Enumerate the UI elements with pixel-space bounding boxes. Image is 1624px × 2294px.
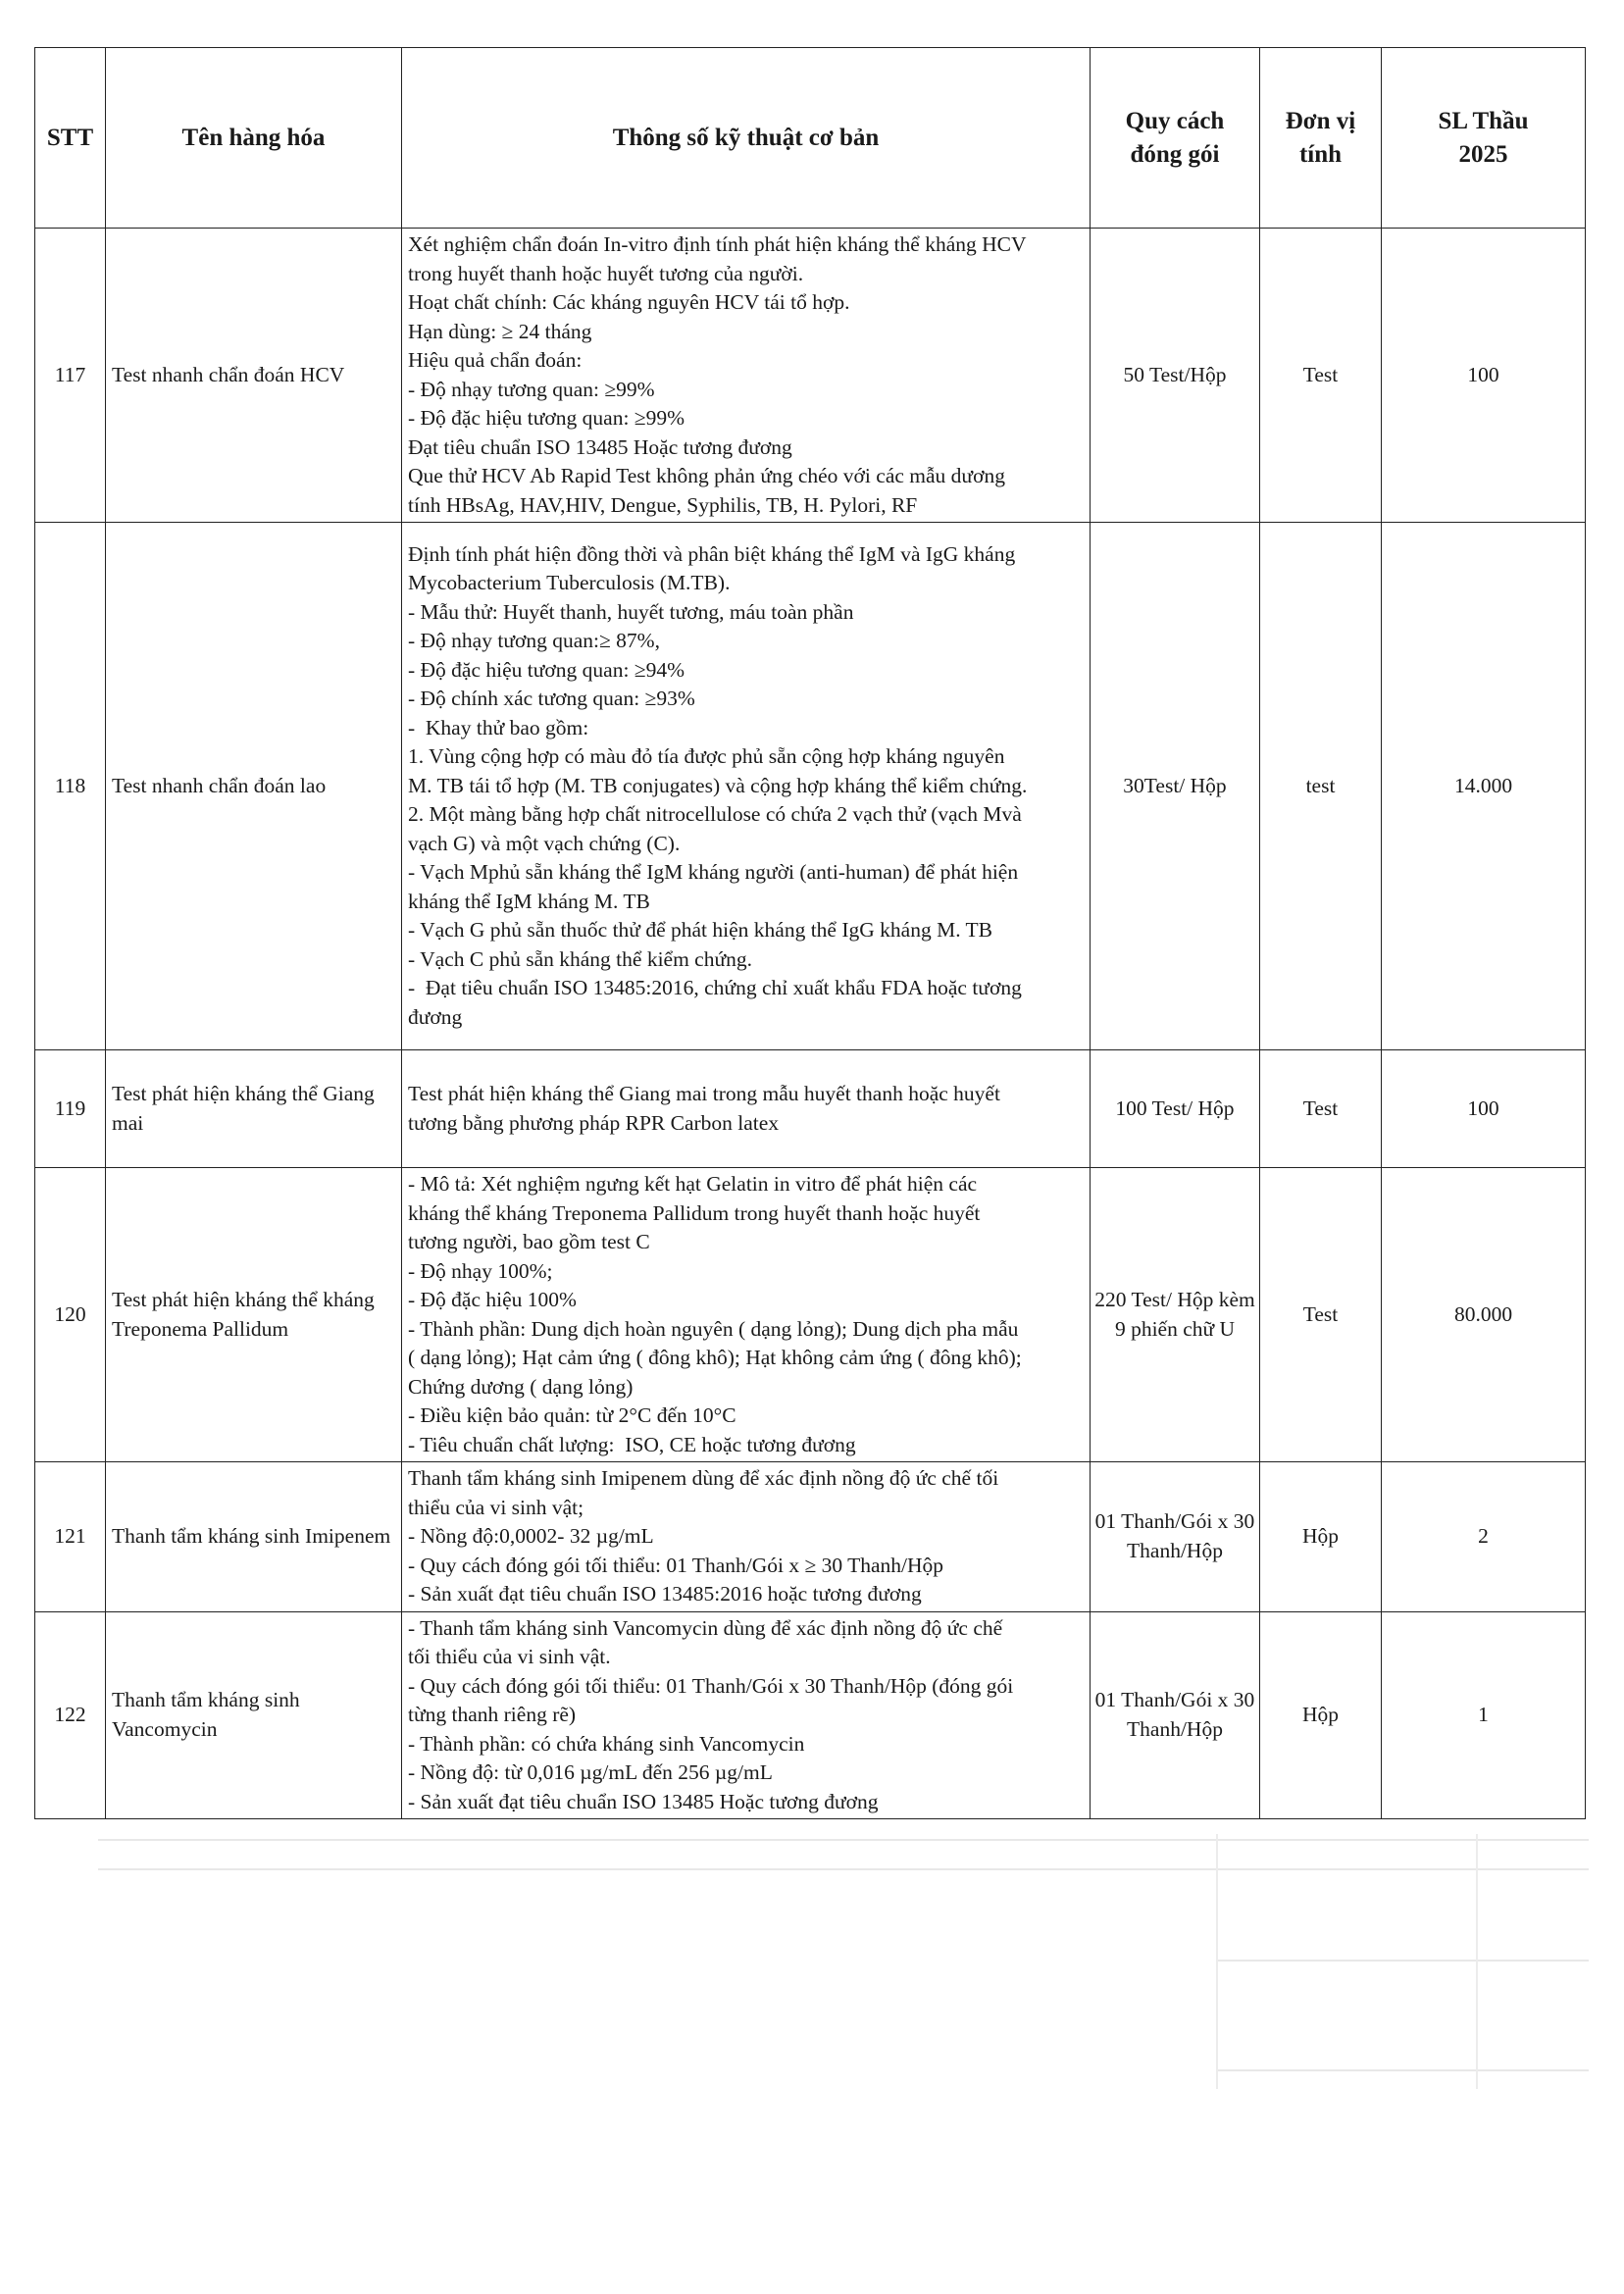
spec-line: - Độ chính xác tương quan: ≥93% bbox=[408, 687, 695, 711]
row-packaging: 01 Thanh/Gói x 30 Thanh/Hộp bbox=[1091, 1462, 1260, 1612]
spec-line: Hạn dùng: ≥ 24 tháng bbox=[408, 319, 592, 343]
row-technical-spec bbox=[402, 1611, 1091, 1819]
spec-line: - Độ nhạy tương quan: ≥99% bbox=[408, 377, 655, 401]
spec-line: tối thiểu của vi sinh vật. bbox=[408, 1645, 611, 1668]
table-row bbox=[35, 1168, 1586, 1462]
row-unit: Test bbox=[1260, 1050, 1382, 1168]
row-bid-quantity: 14.000 bbox=[1382, 523, 1586, 1050]
row-unit: Test bbox=[1260, 229, 1382, 523]
row-stt: 117 bbox=[35, 229, 106, 523]
spec-line: Chứng dương ( dạng lỏng) bbox=[408, 1374, 634, 1399]
header-packaging: Quy cách đóng gói bbox=[1091, 48, 1260, 229]
specification-table bbox=[34, 47, 1586, 1819]
row-stt: 119 bbox=[35, 1050, 106, 1168]
spec-line: - Quy cách đóng gói tối thiểu: 01 Thanh/Gói x 30 Thanh/Hộp (đóng gói bbox=[408, 1673, 1014, 1698]
spec-line: trong huyết thanh hoặc huyết tương của người. bbox=[408, 261, 804, 285]
spec-line: Que thử HCV Ab Rapid Test không phản ứng chéo với các mẫu dương bbox=[408, 464, 1005, 487]
spec-line: tính HBsAg, HAV,HIV, Dengue, Syphilis, TB, H. Pylori, RF bbox=[408, 492, 918, 517]
spec-line: - Thanh tẩm kháng sinh Vancomycin dùng để xác định nồng độ ức chế bbox=[408, 1615, 1003, 1640]
row-item-name: Thanh tẩm kháng sinh Imipenem bbox=[106, 1462, 402, 1612]
row-stt: 121 bbox=[35, 1462, 106, 1612]
spec-line: - Nồng độ: từ 0,016 µg/mL đến 256 µg/mL bbox=[408, 1760, 773, 1784]
spec-line: Hiệu quả chẩn đoán: bbox=[408, 348, 583, 372]
spec-line: - Độ nhạy 100%; bbox=[408, 1258, 553, 1283]
row-bid-quantity: 1 bbox=[1382, 1611, 1586, 1819]
spec-line: - Sản xuất đạt tiêu chuẩn ISO 13485 Hoặc tương đương bbox=[408, 1789, 879, 1813]
spec-line: - Độ đặc hiệu 100% bbox=[408, 1288, 577, 1311]
header-technical-spec: Thông số kỹ thuật cơ bản bbox=[402, 48, 1091, 229]
table-body bbox=[35, 229, 1586, 1819]
row-item-name: Test phát hiện kháng thể kháng Treponema Pallidum bbox=[106, 1168, 402, 1462]
spec-line: - Độ đặc hiệu tương quan: ≥99% bbox=[408, 406, 685, 430]
row-bid-quantity: 2 bbox=[1382, 1462, 1586, 1612]
row-item-name: Test nhanh chẩn đoán HCV bbox=[106, 229, 402, 523]
spec-line: - Mô tả: Xét nghiệm ngưng kết hạt Gelatin in vitro để phát hiện các bbox=[408, 1172, 978, 1196]
row-unit: Test bbox=[1260, 1168, 1382, 1462]
header-stt: STT bbox=[35, 48, 106, 229]
row-technical-spec bbox=[402, 523, 1091, 1050]
spec-line: đương bbox=[408, 1004, 463, 1029]
spec-line: - Độ đặc hiệu tương quan: ≥94% bbox=[408, 657, 685, 682]
row-technical-spec bbox=[402, 1050, 1091, 1168]
row-item-name: Test phát hiện kháng thể Giang mai bbox=[106, 1050, 402, 1168]
row-bid-quantity: 100 bbox=[1382, 1050, 1586, 1168]
spec-line: 2. Một màng bằng hợp chất nitrocellulose có chứa 2 vạch thử (vạch Mvà bbox=[408, 802, 1022, 827]
spec-line: kháng thể kháng Treponema Pallidum trong huyết thanh hoặc huyết bbox=[408, 1200, 981, 1225]
table-row bbox=[35, 1050, 1586, 1168]
row-unit: test bbox=[1260, 523, 1382, 1050]
spec-line: - Điều kiện bảo quản: từ 2°C đến 10°C bbox=[408, 1403, 736, 1427]
spec-line: tương người, bao gồm test C bbox=[408, 1230, 650, 1253]
spec-line: - Thành phần: có chứa kháng sinh Vancomycin bbox=[408, 1731, 805, 1756]
row-bid-quantity: 80.000 bbox=[1382, 1168, 1586, 1462]
row-packaging: 01 Thanh/Gói x 30 Thanh/Hộp bbox=[1091, 1611, 1260, 1819]
table-row bbox=[35, 229, 1586, 523]
row-unit: Hộp bbox=[1260, 1611, 1382, 1819]
spec-line: - Quy cách đóng gói tối thiểu: 01 Thanh/Gói x ≥ 30 Thanh/Hộp bbox=[408, 1553, 944, 1577]
spec-line: Hoạt chất chính: Các kháng nguyên HCV tái tổ hợp. bbox=[408, 290, 850, 314]
table-header-row bbox=[35, 48, 1586, 229]
row-technical-spec bbox=[402, 1462, 1091, 1612]
spec-line: - Đạt tiêu chuẩn ISO 13485:2016, chứng chỉ xuất khẩu FDA hoặc tương bbox=[408, 976, 1022, 1000]
row-stt: 120 bbox=[35, 1168, 106, 1462]
spec-line: kháng thể IgM kháng M. TB bbox=[408, 889, 650, 913]
spec-line: từng thanh riêng rẽ) bbox=[408, 1703, 577, 1726]
spec-line: - Nồng độ:0,0002- 32 µg/mL bbox=[408, 1524, 654, 1548]
header-bid-quantity: SL Thầu 2025 bbox=[1382, 48, 1586, 229]
row-stt: 122 bbox=[35, 1611, 106, 1819]
row-bid-quantity: 100 bbox=[1382, 229, 1586, 523]
spec-line: M. TB tái tổ hợp (M. TB conjugates) và cộng hợp kháng thể kiểm chứng. bbox=[408, 773, 1028, 797]
spec-line: - Vạch Mphủ sẵn kháng thể IgM kháng người (anti-human) để phát hiện bbox=[408, 860, 1019, 885]
table-row bbox=[35, 523, 1586, 1050]
spec-line: - Vạch C phủ sẵn kháng thể kiểm chứng. bbox=[408, 946, 753, 971]
table-row bbox=[35, 1462, 1586, 1612]
spec-line: Thanh tẩm kháng sinh Imipenem dùng để xác định nồng độ ức chế tối bbox=[408, 1466, 999, 1490]
row-technical-spec bbox=[402, 229, 1091, 523]
row-item-name: Thanh tẩm kháng sinh Vancomycin bbox=[106, 1611, 402, 1819]
spec-line: tương bằng phương pháp RPR Carbon latex bbox=[408, 1110, 780, 1135]
spec-line: - Vạch G phủ sẵn thuốc thử để phát hiện kháng thể IgG kháng M. TB bbox=[408, 918, 993, 943]
row-technical-spec bbox=[402, 1168, 1091, 1462]
spec-line: Xét nghiệm chẩn đoán In-vitro định tính phát hiện kháng thể kháng HCV bbox=[408, 232, 1027, 256]
spec-line: Test phát hiện kháng thể Giang mai trong mẫu huyết thanh hoặc huyết bbox=[408, 1082, 1000, 1105]
row-packaging: 100 Test/ Hộp bbox=[1091, 1050, 1260, 1168]
spec-line: Mycobacterium Tuberculosis (M.TB). bbox=[408, 571, 731, 595]
header-unit: Đơn vị tính bbox=[1260, 48, 1382, 229]
spec-line: thiểu của vi sinh vật; bbox=[408, 1495, 584, 1519]
spec-line: - Mẫu thử: Huyết thanh, huyết tương, máu toàn phần bbox=[408, 599, 854, 624]
spec-line: Định tính phát hiện đồng thời và phân biệt kháng thể IgM và IgG kháng bbox=[408, 541, 1016, 566]
spec-line: Đạt tiêu chuẩn ISO 13485 Hoặc tương đương bbox=[408, 434, 792, 459]
spec-line: - Khay thử bao gồm: bbox=[408, 715, 589, 739]
table-row bbox=[35, 1611, 1586, 1819]
row-stt: 118 bbox=[35, 523, 106, 1050]
spec-line: - Thành phần: Dung dịch hoàn nguyên ( dạng lỏng); Dung dịch pha mẫu bbox=[408, 1316, 1019, 1341]
spec-line: - Sản xuất đạt tiêu chuẩn ISO 13485:2016 hoặc tương đương bbox=[408, 1582, 922, 1606]
row-packaging: 220 Test/ Hộp kèm 9 phiến chữ U bbox=[1091, 1168, 1260, 1462]
row-packaging: 50 Test/Hộp bbox=[1091, 229, 1260, 523]
header-item-name: Tên hàng hóa bbox=[106, 48, 402, 229]
spec-line: - Tiêu chuẩn chất lượng: ISO, CE hoặc tương đương bbox=[408, 1432, 856, 1456]
spec-line: - Độ nhạy tương quan:≥ 87%, bbox=[408, 629, 660, 653]
row-packaging: 30Test/ Hộp bbox=[1091, 523, 1260, 1050]
row-unit: Hộp bbox=[1260, 1462, 1382, 1612]
spec-line: vạch G) và một vạch chứng (C). bbox=[408, 831, 681, 855]
spec-line: 1. Vùng cộng hợp có màu đỏ tía được phủ sẵn cộng hợp kháng nguyên bbox=[408, 744, 1005, 769]
spec-line: ( dạng lỏng); Hạt cảm ứng ( đông khô); Hạt không cảm ứng ( đông khô); bbox=[408, 1346, 1022, 1369]
row-item-name: Test nhanh chẩn đoán lao bbox=[106, 523, 402, 1050]
